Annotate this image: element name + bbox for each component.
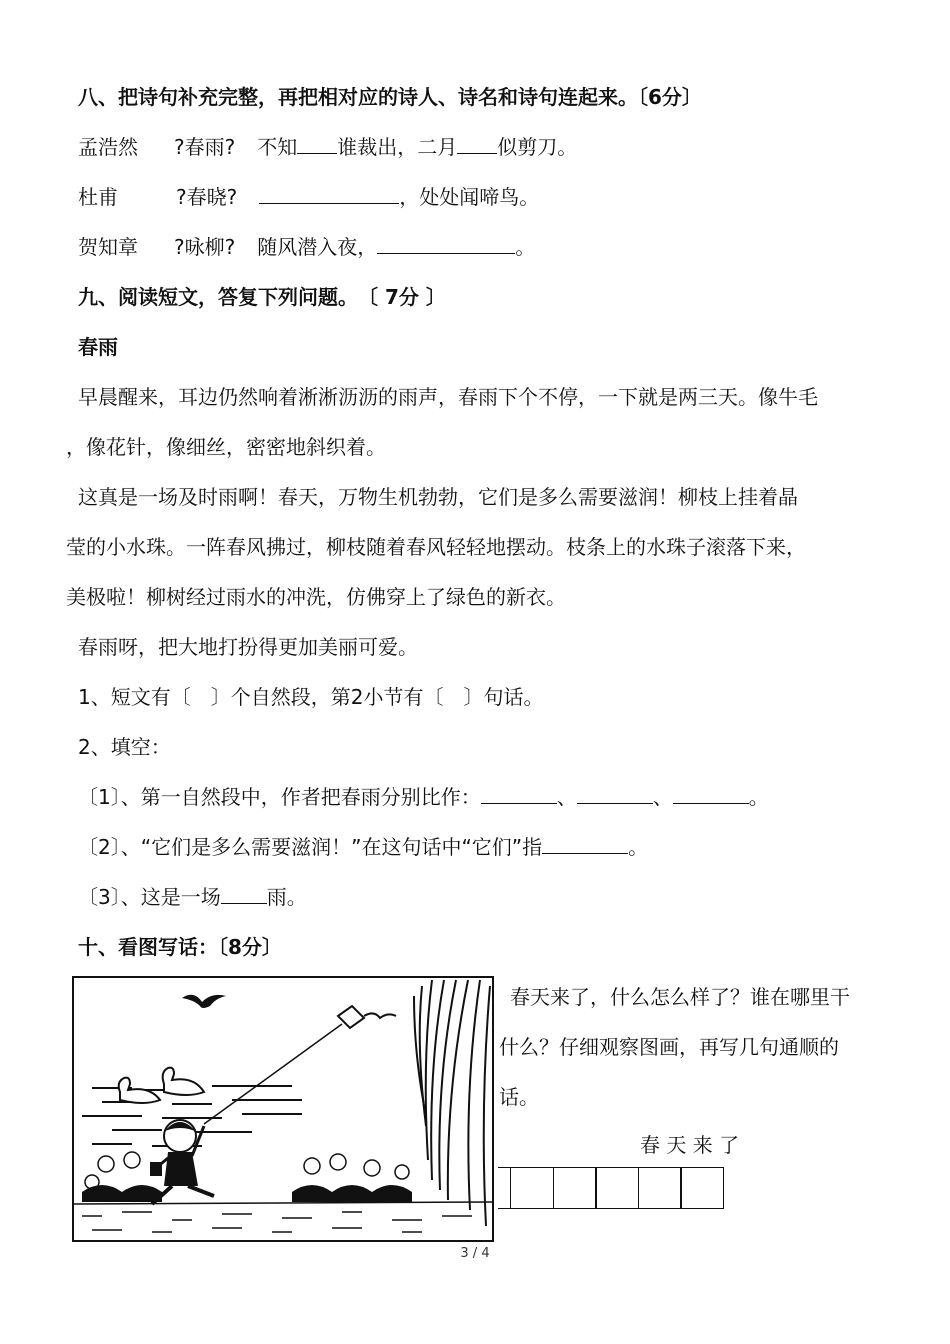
writing-cell[interactable] — [680, 1167, 724, 1209]
q8-row-2 — [78, 184, 539, 210]
question-text: 雨。 — [266, 885, 307, 909]
spring-kite-illustration — [72, 976, 494, 1242]
writing-cell[interactable] — [638, 1167, 682, 1209]
verse-part: 随风潜入夜， — [257, 235, 378, 259]
story-title: 春雨 — [78, 335, 118, 359]
verse-part: 似剪刀。 — [497, 135, 578, 159]
blank[interactable] — [377, 235, 515, 254]
title-chunxiao: ?春晓? — [176, 185, 238, 209]
verse-part: ，处处闻啼鸟。 — [399, 185, 540, 209]
blank[interactable] — [673, 785, 749, 804]
period: 。 — [748, 785, 769, 809]
separator: 、 — [556, 785, 577, 809]
para2-line1: 这真是一场及时雨啊！春天，万物生机勃勃，它们是多么需要滋润！柳枝上挂着晶 — [78, 485, 798, 509]
verse-part: 谁裁出，二月 — [337, 135, 458, 159]
blank[interactable] — [259, 185, 399, 204]
para3: 春雨呀，把大地打扮得更加美丽可爱。 — [78, 635, 418, 659]
poet-du: 杜甫 — [78, 185, 118, 209]
page-number: 3 / 4 — [460, 1246, 490, 1261]
para1-line1: 早晨醒来，耳边仍然响着淅淅沥沥的雨声，春雨下个不停，一下就是两三天。像牛毛 — [78, 385, 818, 409]
title-chunyu: ?春雨? — [174, 135, 236, 159]
title-yongliu: ?咏柳? — [174, 235, 236, 259]
blank[interactable] — [542, 835, 628, 854]
q9-heading: 九、阅读短文，答复下列问题。 〔 7分 〕 — [78, 285, 446, 309]
q9-sub1: 1、短文有〔 〕个自然段，第2小节有〔 〕句话。 — [78, 685, 544, 709]
para2-line2: 莹的小水珠。一阵春风拂过，柳枝随着春风轻轻地摆动。枝条上的水珠子滚落下来， — [66, 535, 806, 559]
q10-heading: 十、看图写话：〔8分〕 — [78, 935, 282, 959]
grid-title: 春 天 来 了 — [640, 1133, 740, 1157]
blank[interactable] — [457, 135, 497, 154]
para1-line2: ，像花针，像细丝，密密地斜织着。 — [66, 435, 386, 459]
q10-prompt-line3: 话。 — [499, 1085, 539, 1109]
q8-row-1 — [78, 134, 577, 160]
q10-prompt-line2: 什么？仔细观察图画，再写几句通顺的 — [499, 1035, 839, 1059]
q8-heading: 八、把诗句补充完整，再把相对应的诗人、诗名和诗句连起来。〔6分〕 — [78, 85, 702, 109]
writing-cell[interactable] — [553, 1167, 597, 1209]
writing-cell[interactable] — [510, 1167, 554, 1209]
poet-meng: 孟浩然 — [78, 135, 138, 159]
blank[interactable] — [577, 785, 653, 804]
blank[interactable] — [297, 135, 337, 154]
writing-grid — [499, 1167, 724, 1209]
question-text: 〔3〕、这是一场 — [78, 885, 221, 909]
q9-sub2-1 — [78, 784, 769, 810]
verse-part: 。 — [515, 235, 536, 259]
blank[interactable] — [221, 885, 267, 904]
q9-sub2-3 — [78, 884, 307, 910]
period: 。 — [628, 835, 649, 859]
writing-cell[interactable] — [595, 1167, 639, 1209]
blank[interactable] — [481, 785, 557, 804]
q8-row-3 — [78, 234, 535, 260]
q9-sub2-2 — [78, 834, 648, 860]
question-text: 〔2〕、“它们是多么需要滋润！”在这句话中“它们”指 — [78, 835, 543, 859]
verse-part: 不知 — [257, 135, 298, 159]
q10-prompt-line1: 春天来了，什么怎么样了？谁在哪里干 — [510, 985, 850, 1009]
para2-line3: 美极啦！柳树经过雨水的冲洗，仿佛穿上了绿色的新衣。 — [66, 585, 566, 609]
question-text: 〔1〕、第一自然段中，作者把春雨分别比作： — [78, 785, 481, 809]
separator: 、 — [652, 785, 673, 809]
q9-sub2: 2、填空： — [78, 735, 171, 759]
poet-he: 贺知章 — [78, 235, 138, 259]
